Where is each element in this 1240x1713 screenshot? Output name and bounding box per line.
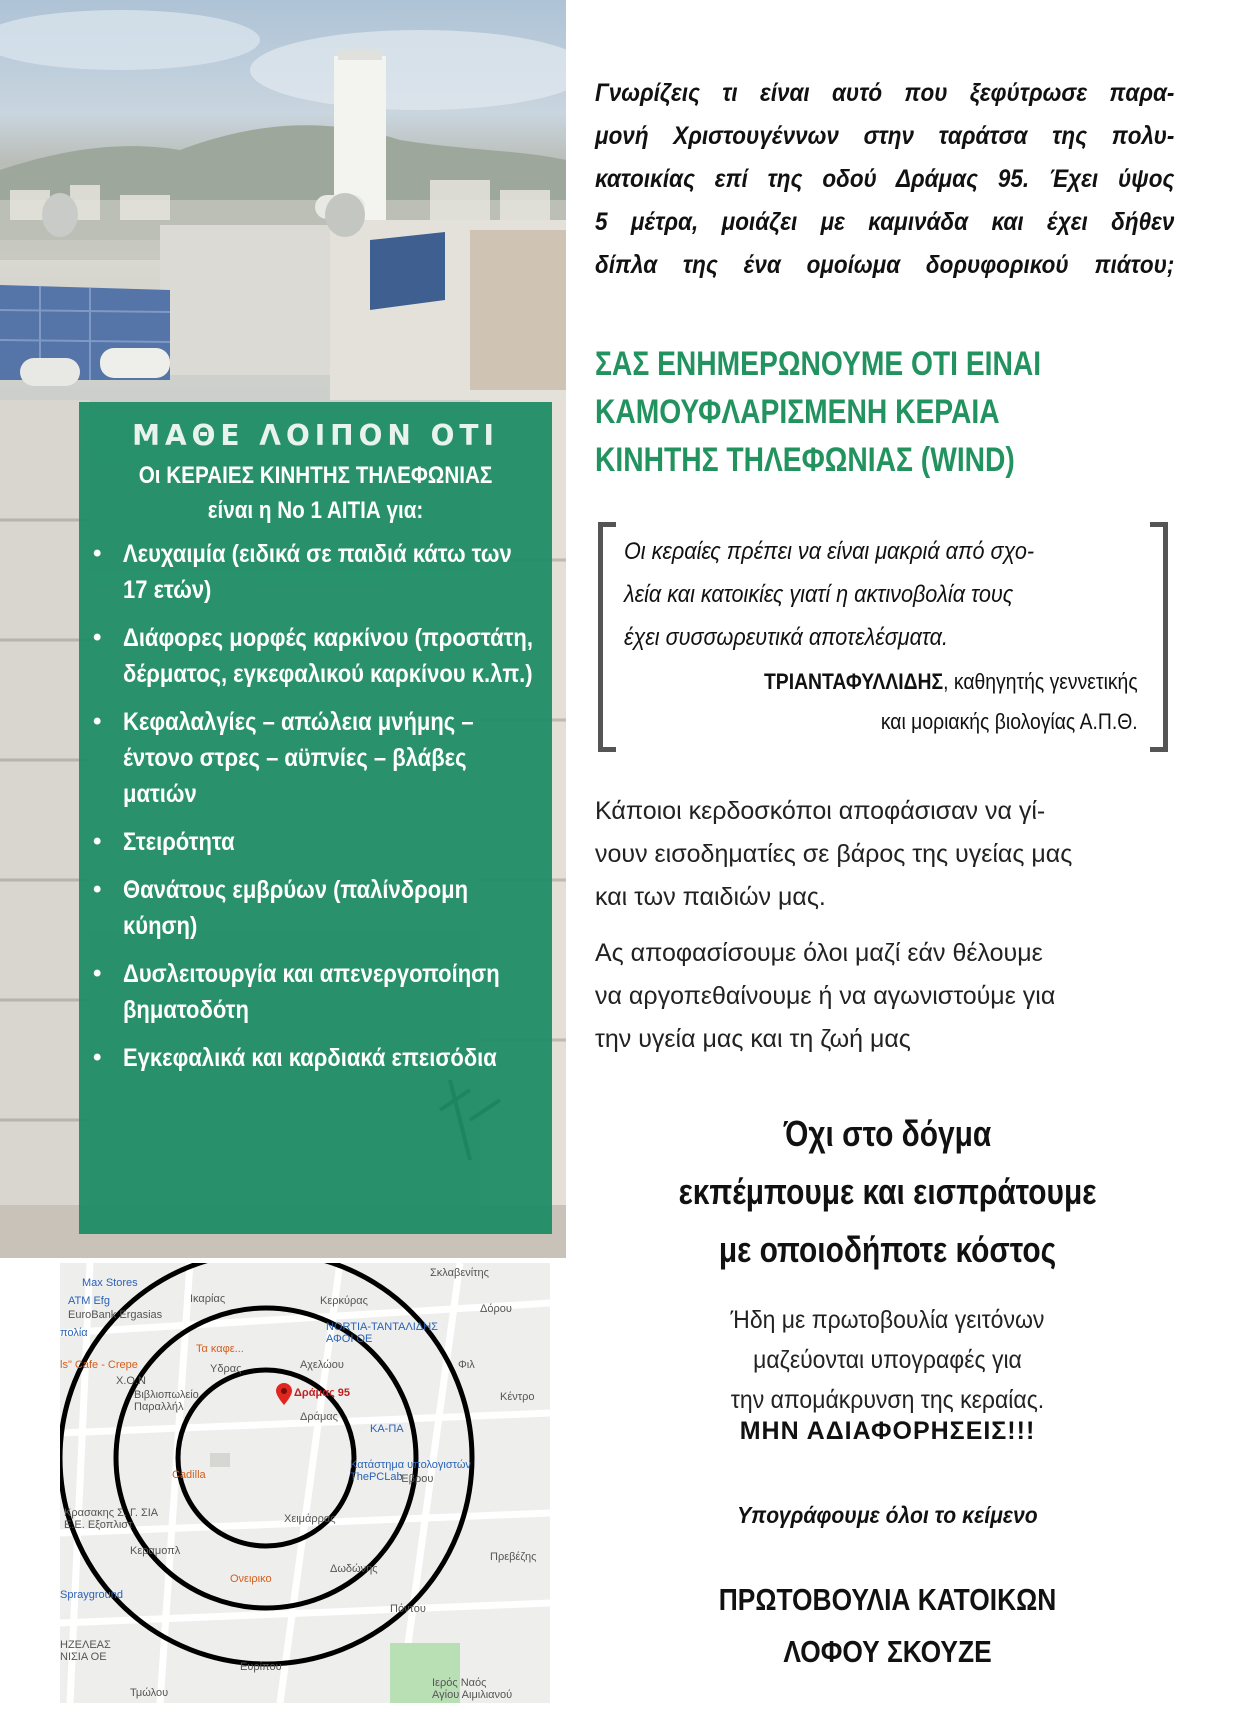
- main-headline: [595, 340, 1175, 484]
- risk-item-text: Δυσλειτουργία και απενεργοποίηση βηματοδότη: [123, 960, 500, 1024]
- map-street-label: Ικαρίας: [190, 1293, 226, 1305]
- map-label: Max Stores: [82, 1277, 138, 1289]
- question-line: μονή Χριστουγέννων στην ταράτσα της πολυ-: [595, 122, 1175, 150]
- map-street-label: Υδρας: [210, 1363, 242, 1375]
- map-graphic: [60, 1263, 550, 1703]
- risk-item: [93, 620, 538, 692]
- slogan: [615, 1105, 1160, 1279]
- risk-item: [93, 704, 538, 812]
- map-label: NORTIA-ΤΑΝΤΑΛΙΔΗΣ: [326, 1321, 438, 1333]
- map-street-label: Ευρίπου: [240, 1661, 282, 1673]
- risk-item-text: Διάφορες μορφές καρκίνου (προστάτη, δέρματος, εγκεφαλικού καρκίνου κ.λπ.): [123, 624, 533, 688]
- organization-name: [615, 1574, 1160, 1678]
- map-label: Τα καφε...: [196, 1343, 244, 1355]
- paragraph-line: και των παιδιών μας.: [595, 883, 826, 911]
- warning-text: ΜΗΝ ΑΔΙΑΦΟΡΗΣΕΙΣ!!!: [739, 1417, 1036, 1445]
- headline-line: ΣΑΣ ΕΝΗΜΕΡΩΝΟΥΜΕ ΟΤΙ ΕΙΝΑΙ: [595, 345, 1042, 383]
- quote-text: [624, 530, 1142, 659]
- risks-intro-line-1: Οι ΚΕΡΑΙΕΣ ΚΙΝΗΤΗΣ ΤΗΛΕΦΩΝΙΑΣ: [138, 462, 493, 489]
- map-label: ΗΖΕΛΕΑΣ: [60, 1639, 111, 1651]
- paragraph-line: να αργοπεθαίνουμε ή να αγωνιστούμε για: [595, 982, 1056, 1010]
- map-label: Κατάστημα υπολογιστών: [350, 1459, 471, 1471]
- map-street-label: Κέντρο: [500, 1391, 535, 1403]
- map-street-label: Κερκύρας: [320, 1295, 368, 1307]
- map-label: EuroBank Ergasias: [68, 1309, 163, 1321]
- quote-line: λεία και κατοικίες γιατί η ακτινοβολία τους: [624, 581, 1014, 608]
- map-pin-label: Δράμας 95: [294, 1387, 350, 1399]
- risks-intro-line-2: είναι η Νο 1 ΑΙΤΙΑ για:: [207, 497, 424, 524]
- quote-line: Οι κεραίες πρέπει να είναι μακριά από σχο-: [624, 538, 1035, 565]
- map-label: Ε.Ε. Εξοπλιστ: [64, 1519, 133, 1531]
- quote-author-role: , καθηγητής γεννετικής: [943, 669, 1138, 694]
- paragraph-line: νουν εισοδηματίες σε βάρος της υγείας μας: [595, 840, 1073, 868]
- map-label: ls" Cafe - Crepe: [60, 1359, 138, 1371]
- risks-intro: [124, 458, 507, 528]
- sign-call-text: Υπογράφουμε όλοι το κείμενο: [737, 1502, 1038, 1528]
- risk-item-text: Εγκεφαλικά και καρδιακά επεισόδια: [123, 1044, 497, 1072]
- bullet-icon: •: [93, 1044, 102, 1071]
- map-street-label: Πόντου: [390, 1603, 426, 1615]
- map-label: ΚΑ-ΠΑ: [370, 1423, 404, 1435]
- paragraph-line: Ας αποφασίσουμε όλοι μαζί εάν θέλουμε: [595, 939, 1043, 967]
- question-line: Γνωρίζεις τι είναι αυτό που ξεφύτρωσε παρα-: [595, 79, 1175, 107]
- bullet-icon: •: [93, 624, 102, 651]
- map-street-label: Έβρου: [400, 1473, 434, 1485]
- map-street-label: Δράμας: [300, 1411, 338, 1423]
- paragraph-decide: [595, 932, 1175, 1061]
- map-label: Σκλαβενίτης: [430, 1267, 489, 1279]
- map-street-label: Δόρου: [480, 1303, 512, 1315]
- question-line: κατοικίας επί της οδού Δράμας 95. Έχει ύψος: [595, 165, 1175, 193]
- risks-list: [93, 536, 538, 1076]
- risk-item: [93, 536, 538, 608]
- risk-item-text: Λευχαιμία (ειδικά σε παιδιά κάτω των 17 ετών): [123, 540, 512, 604]
- risk-item: [93, 1040, 538, 1076]
- map-label: Sprayground: [60, 1589, 123, 1601]
- map-street-label: Τμώλου: [130, 1687, 169, 1699]
- intro-question: [595, 72, 1175, 287]
- expert-quote: [598, 522, 1168, 752]
- map-label: Χ.Ο.Ν: [116, 1375, 146, 1387]
- slogan-line: με οποιοδήποτε κόστος: [718, 1229, 1057, 1270]
- paragraph-profiteers: [595, 790, 1175, 919]
- left-bracket: [598, 522, 616, 752]
- map-street-label: Πρεβέζης: [490, 1551, 537, 1563]
- map-street-label: Δωδώνης: [330, 1563, 378, 1575]
- neighborhood-map: [60, 1263, 550, 1703]
- risk-item-text: Στειρότητα: [123, 828, 235, 856]
- map-street-label: Φιλ: [458, 1359, 475, 1371]
- bullet-icon: •: [93, 876, 102, 903]
- quote-line: έχει συσσωρευτικά αποτελέσματα.: [624, 624, 948, 651]
- bullet-icon: •: [93, 708, 102, 735]
- sign-call: [615, 1502, 1160, 1529]
- organization-line: ΠΡΩΤΟΒΟΥΛΙΑ ΚΑΤΟΙΚΩΝ: [718, 1582, 1057, 1617]
- slogan-line: Όχι στο δόγμα: [783, 1113, 992, 1154]
- map-label: Ονειρικο: [230, 1573, 272, 1585]
- map-label: πολία: [60, 1327, 88, 1339]
- risk-item-text: Κεφαλαλγίες – απώλεια μνήμης – έντονο στρες – αϋπνίες – βλάβες ματιών: [123, 708, 474, 808]
- quote-author: ΤΡΙΑΝΤΑΦΥΛΛΙΔΗΣ: [764, 669, 944, 694]
- health-risks-box: [79, 402, 552, 1234]
- signatures-line: την απομάκρυνση της κεραίας.: [730, 1386, 1045, 1414]
- map-street-label: Αχελώου: [300, 1359, 344, 1371]
- risk-item: [93, 872, 538, 944]
- organization-line: ΛΟΦΟΥ ΣΚΟΥΖΕ: [783, 1634, 992, 1669]
- quote-author-role-2: και μοριακής βιολογίας Α.Π.Θ.: [881, 709, 1138, 734]
- question-line: 5 μέτρα, μοιάζει με καμινάδα και έχει δήθεν: [595, 208, 1175, 236]
- paragraph-line: Κάποιοι κερδοσκόποι αποφάσισαν να γί-: [595, 797, 1046, 825]
- signatures-line: Ήδη με πρωτοβουλία γειτόνων: [730, 1306, 1045, 1334]
- bullet-icon: •: [93, 828, 102, 855]
- risk-item-text: Θανάτους εμβρύων (παλίνδρομη κύηση): [123, 876, 469, 940]
- location-pin-icon: [276, 1383, 292, 1405]
- risks-heading: ΜΑΘΕ ΛΟΙΠΟΝ ΟΤΙ: [132, 419, 499, 452]
- map-label: Ιερός Ναός: [432, 1677, 487, 1689]
- slogan-line: εκπέμπουμε και εισπράτουμε: [678, 1171, 1097, 1212]
- right-bracket: [1150, 522, 1168, 752]
- map-label: ThePCLab: [350, 1471, 403, 1483]
- map-label: ΑΦΟΙ ΟΕ: [326, 1333, 373, 1345]
- paragraph-line: την υγεία μας και τη ζωή μας: [595, 1025, 911, 1053]
- risk-item: [93, 956, 538, 1028]
- map-street-label: Χειμάρρας: [284, 1513, 336, 1525]
- map-label: ATM Efg: [68, 1295, 110, 1307]
- quote-attribution: [713, 662, 1138, 742]
- map-label: Cadilla: [172, 1469, 206, 1481]
- bullet-icon: •: [93, 960, 102, 987]
- signatures-note: [615, 1300, 1160, 1420]
- bullet-icon: •: [93, 540, 102, 567]
- map-label: Βιβλιοπωλείο: [134, 1389, 199, 1401]
- signatures-line: μαζεύονται υπογραφές για: [753, 1346, 1022, 1374]
- map-label: Παραλλήλ: [134, 1401, 184, 1413]
- map-label: Κρασακης Σ. Γ. ΣΙΑ: [64, 1507, 159, 1519]
- risk-item: [93, 824, 538, 860]
- map-label: Αγίου Αιμιλιανού: [432, 1689, 513, 1701]
- map-label: Κεραμοπλ: [130, 1545, 181, 1557]
- question-line: δίπλα της ένα ομοίωμα δορυφορικού πιάτου;: [595, 251, 1175, 279]
- headline-line: ΚΑΜΟΥΦΛΑΡΙΣΜΕΝΗ ΚΕΡΑΙΑ: [595, 393, 1000, 431]
- map-label: ΝΙΣΙΑ ΟΕ: [60, 1651, 107, 1663]
- headline-line: ΚΙΝΗΤΗΣ ΤΗΛΕΦΩΝΙΑΣ (WIND): [595, 441, 1015, 479]
